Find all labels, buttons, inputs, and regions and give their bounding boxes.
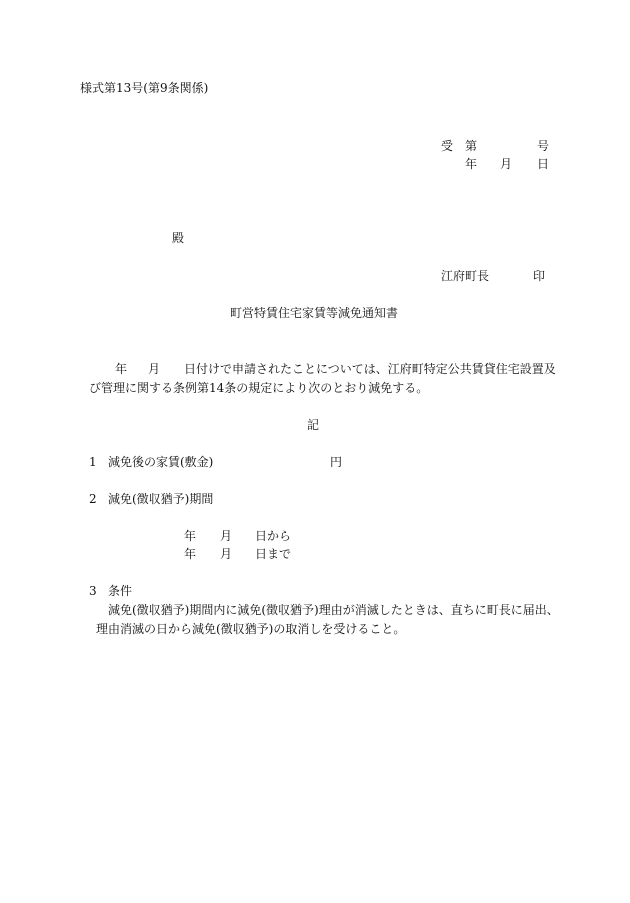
receipt-day: 日 [537, 157, 550, 171]
issuer-seal: 印 [533, 269, 546, 283]
period-from-text: 日から [255, 529, 292, 543]
period-to-year: 年 [184, 547, 197, 561]
addressee-suffix: 殿 [172, 231, 185, 245]
period-from-month: 月 [220, 529, 233, 543]
period-from-year: 年 [184, 529, 197, 543]
item3-number: 3 [89, 584, 97, 598]
item2-number: 2 [89, 492, 97, 506]
receipt-year: 年 [465, 157, 478, 171]
ki-heading: 記 [307, 418, 320, 432]
item1-number: 1 [89, 455, 97, 469]
item1-label: 減免後の家賃(敷金) [108, 455, 214, 469]
body-year: 年 [115, 362, 128, 376]
item2-label: 減免(徴収猶予)期間 [108, 492, 214, 506]
period-to-text: 日まで [255, 547, 292, 561]
receipt-month: 月 [500, 157, 513, 171]
condition-line1: 減免(徴収猶予)期間内に減免(徴収猶予)理由が消滅したときは、直ちに町長に届出、 [108, 603, 559, 617]
condition-line2: 理由消滅の日から減免(徴収猶予)の取消しを受けること。 [96, 622, 406, 636]
receipt-dai: 第 [465, 139, 478, 153]
receipt-label: 受 [441, 139, 454, 153]
body-text-line1: 日付けで申請されたことについては、江府町特定公共賃貸住宅設置及 [184, 362, 556, 376]
item1-unit: 円 [330, 455, 343, 469]
body-month: 月 [148, 362, 161, 376]
form-number: 様式第13号(第9条関係) [80, 81, 209, 95]
item3-label: 条件 [108, 584, 133, 598]
period-to-month: 月 [220, 547, 233, 561]
document-title: 町営特賃住宅家賃等減免通知書 [230, 306, 399, 320]
receipt-go: 号 [537, 139, 550, 153]
issuer-name: 江府町長 [441, 269, 490, 283]
body-text-line2: び管理に関する条例第14条の規定により次のとおり減免する。 [89, 381, 429, 395]
